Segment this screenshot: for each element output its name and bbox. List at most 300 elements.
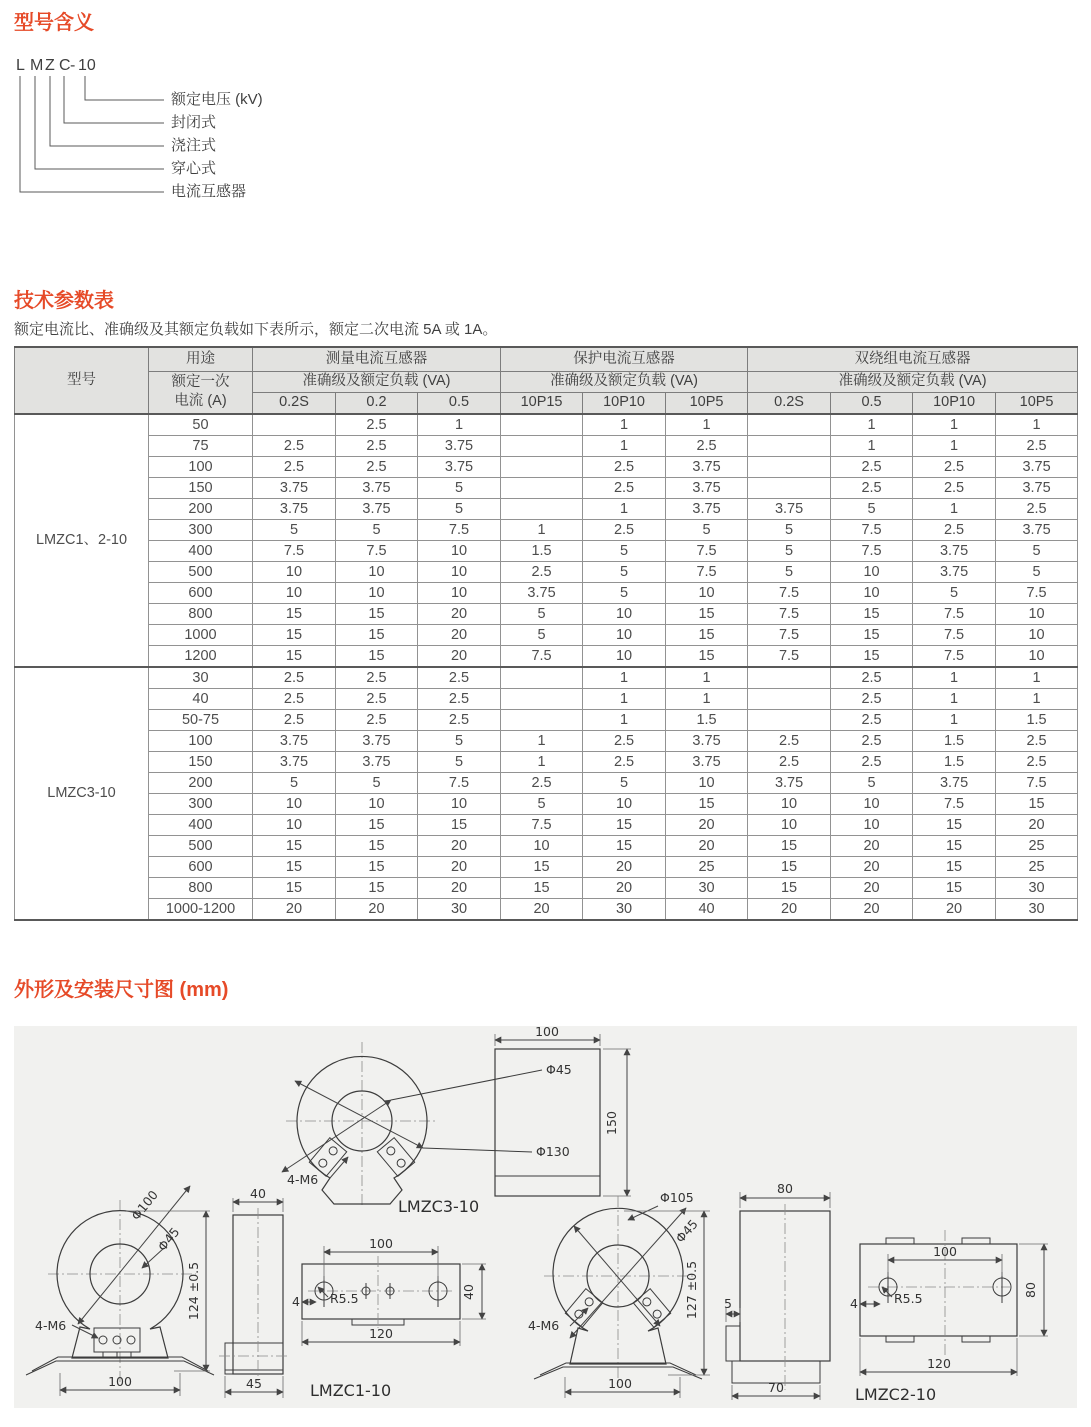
value-cell: 15	[336, 624, 418, 645]
value-cell: 1.5	[666, 709, 748, 730]
value-cell: 15	[666, 624, 748, 645]
diagram-label: 浇注式	[171, 137, 217, 154]
value-cell: 5	[583, 561, 666, 582]
section-heading-model-meaning: 型号含义	[14, 12, 94, 34]
value-cell: 2.5	[501, 561, 583, 582]
class-header-cell: 10P10	[583, 392, 666, 414]
value-cell: 15	[336, 877, 418, 898]
dim-label-height: 150	[604, 1110, 619, 1135]
table-row	[15, 667, 1078, 689]
terminal-block	[94, 1328, 140, 1358]
value-cell: 2.5	[418, 667, 501, 689]
current-cell: 1200	[149, 645, 253, 667]
value-cell: 2.5	[831, 688, 913, 709]
value-cell: 7.5	[913, 624, 996, 645]
value-cell: 1	[501, 730, 583, 751]
value-cell: 2.5	[253, 667, 336, 689]
value-cell: 20	[418, 835, 501, 856]
value-cell	[748, 414, 831, 436]
value-cell: 15	[253, 856, 336, 877]
value-cell	[501, 667, 583, 689]
value-cell: 3.75	[666, 498, 748, 519]
value-cell: 15	[336, 856, 418, 877]
value-cell	[748, 688, 831, 709]
value-cell: 5	[418, 730, 501, 751]
model-code-letter: C	[59, 57, 71, 74]
value-cell: 3.75	[996, 456, 1078, 477]
header-accuracy-measuring: 准确级及额定负载 (VA)	[253, 371, 501, 392]
value-cell: 7.5	[501, 814, 583, 835]
value-cell: 10	[418, 793, 501, 814]
value-cell: 10	[748, 793, 831, 814]
value-cell: 10	[336, 582, 418, 603]
table-body	[15, 414, 1078, 920]
terminal-block	[309, 1137, 346, 1176]
current-cell: 75	[149, 435, 253, 456]
value-cell: 2.5	[996, 730, 1078, 751]
diagram-label: 封闭式	[171, 114, 217, 131]
dim-label-height: 127 ±0.5	[684, 1260, 699, 1319]
value-cell	[501, 456, 583, 477]
value-cell: 3.75	[913, 561, 996, 582]
value-cell: 7.5	[666, 540, 748, 561]
value-cell: 7.5	[748, 624, 831, 645]
lmzc2-side-view	[724, 1181, 830, 1400]
value-cell	[748, 456, 831, 477]
value-cell: 1	[583, 435, 666, 456]
value-cell: 30	[418, 898, 501, 920]
value-cell: 1	[583, 688, 666, 709]
dim-label-hole-span: 100	[933, 1243, 957, 1259]
value-cell: 15	[913, 856, 996, 877]
value-cell	[501, 688, 583, 709]
value-cell: 10	[831, 793, 913, 814]
table-row	[15, 877, 1078, 898]
value-cell: 10	[996, 603, 1078, 624]
value-cell: 15	[913, 877, 996, 898]
diagram-label: 额定电压 (kV)	[171, 91, 263, 108]
value-cell: 1	[666, 667, 748, 689]
lmzc3-side-view	[495, 1026, 631, 1196]
value-cell: 7.5	[336, 540, 418, 561]
value-cell: 2.5	[336, 456, 418, 477]
value-cell: 10	[418, 582, 501, 603]
value-cell	[748, 477, 831, 498]
value-cell: 7.5	[748, 645, 831, 667]
value-cell: 15	[253, 877, 336, 898]
view-label: LMZC2-10	[855, 1384, 937, 1404]
current-cell: 30	[149, 667, 253, 689]
value-cell: 20	[666, 835, 748, 856]
value-cell: 7.5	[418, 519, 501, 540]
value-cell: 2.5	[831, 751, 913, 772]
section-heading-dimensions: 外形及安装尺寸图 (mm)	[14, 978, 229, 1001]
value-cell: 20	[418, 603, 501, 624]
dim-label-depth: 80	[1023, 1281, 1038, 1298]
value-cell: 2.5	[831, 456, 913, 477]
lmzc2-bottom-view	[850, 1230, 1048, 1404]
value-cell: 1	[913, 709, 996, 730]
value-cell: 5	[336, 772, 418, 793]
dim-label-outer-dia: Φ100	[128, 1186, 161, 1223]
value-cell: 2.5	[583, 751, 666, 772]
current-cell: 400	[149, 540, 253, 561]
value-cell	[501, 414, 583, 436]
value-cell: 2.5	[336, 709, 418, 730]
table-row	[15, 624, 1078, 645]
value-cell: 1	[913, 435, 996, 456]
table-row	[15, 688, 1078, 709]
table-row	[15, 709, 1078, 730]
value-cell: 10	[583, 645, 666, 667]
lmzc1-bottom-view	[292, 1236, 486, 1400]
value-cell	[253, 414, 336, 436]
table-row	[15, 793, 1078, 814]
value-cell: 3.75	[913, 540, 996, 561]
current-cell: 600	[149, 856, 253, 877]
view-label: LMZC3-10	[398, 1196, 480, 1216]
value-cell: 10	[418, 540, 501, 561]
value-cell: 3.75	[253, 751, 336, 772]
value-cell: 7.5	[501, 645, 583, 667]
table-row	[15, 835, 1078, 856]
dim-label-base-width: 100	[108, 1373, 132, 1389]
value-cell	[501, 477, 583, 498]
current-cell: 300	[149, 793, 253, 814]
model-code-letter: M	[30, 57, 44, 74]
header-primary-current-line2: 电流 (A)	[174, 393, 227, 409]
value-cell: 2.5	[336, 667, 418, 689]
diagram-connector-line	[50, 76, 164, 146]
value-cell	[748, 667, 831, 689]
value-cell: 1	[583, 667, 666, 689]
value-cell: 2.5	[913, 519, 996, 540]
class-header-cell: 0.2S	[253, 392, 336, 414]
value-cell: 15	[501, 877, 583, 898]
model-code-letter: Z	[45, 57, 55, 74]
value-cell: 2.5	[336, 414, 418, 436]
value-cell: 20	[336, 898, 418, 920]
class-header-cell: 0.5	[831, 392, 913, 414]
value-cell: 10	[336, 793, 418, 814]
current-cell: 50-75	[149, 709, 253, 730]
class-header-cell: 0.2	[336, 392, 418, 414]
value-cell: 2.5	[583, 730, 666, 751]
value-cell: 10	[748, 814, 831, 835]
class-header-cell: 10P10	[913, 392, 996, 414]
value-cell: 5	[583, 540, 666, 561]
value-cell: 3.75	[253, 477, 336, 498]
table-row	[15, 414, 1078, 436]
header-primary-current	[149, 371, 253, 414]
header-group-measuring: 测量电流互感器	[253, 347, 501, 371]
value-cell: 2.5	[831, 477, 913, 498]
value-cell: 3.75	[666, 751, 748, 772]
value-cell: 10	[996, 624, 1078, 645]
table-row	[15, 456, 1078, 477]
value-cell: 1	[996, 414, 1078, 436]
table-row	[15, 603, 1078, 624]
value-cell: 2.5	[583, 477, 666, 498]
value-cell: 3.75	[336, 498, 418, 519]
value-cell: 3.75	[748, 772, 831, 793]
value-cell: 5	[418, 498, 501, 519]
current-cell: 40	[149, 688, 253, 709]
value-cell: 15	[666, 793, 748, 814]
table-row	[15, 582, 1078, 603]
dim-label-slot-radius: R5.5	[330, 1290, 359, 1306]
value-cell: 3.75	[666, 730, 748, 751]
dim-label-outer-dia: Φ130	[536, 1143, 570, 1159]
current-cell: 500	[149, 835, 253, 856]
dim-label-base-width: 100	[608, 1375, 632, 1391]
value-cell: 5	[583, 582, 666, 603]
value-cell: 10	[831, 582, 913, 603]
current-cell: 500	[149, 561, 253, 582]
current-cell: 100	[149, 456, 253, 477]
value-cell: 10	[253, 793, 336, 814]
parameters-table	[14, 346, 1078, 921]
value-cell: 2.5	[253, 435, 336, 456]
value-cell: 5	[748, 519, 831, 540]
value-cell: 20	[583, 856, 666, 877]
value-cell	[501, 498, 583, 519]
lmzc3-front-view	[282, 1042, 572, 1216]
value-cell: 5	[996, 540, 1078, 561]
lmzc1-front-view	[26, 1186, 214, 1396]
header-purpose: 用途	[149, 347, 253, 371]
dim-label-width: 80	[777, 1180, 793, 1196]
value-cell: 15	[666, 603, 748, 624]
value-cell: 3.75	[996, 519, 1078, 540]
value-cell: 3.75	[336, 730, 418, 751]
value-cell: 7.5	[831, 540, 913, 561]
model-cell: LMZC1、2-10	[15, 414, 149, 667]
value-cell: 20	[748, 898, 831, 920]
current-cell: 150	[149, 477, 253, 498]
value-cell: 7.5	[831, 519, 913, 540]
header-model: 型号	[15, 347, 149, 414]
current-cell: 400	[149, 814, 253, 835]
table-row	[15, 519, 1078, 540]
value-cell: 7.5	[418, 772, 501, 793]
value-cell: 5	[501, 603, 583, 624]
value-cell: 20	[418, 877, 501, 898]
value-cell: 3.75	[666, 477, 748, 498]
value-cell: 10	[666, 772, 748, 793]
current-cell: 150	[149, 751, 253, 772]
value-cell: 10	[253, 561, 336, 582]
model-code-diagram	[14, 52, 534, 202]
current-cell: 1000	[149, 624, 253, 645]
value-cell: 20	[583, 877, 666, 898]
value-cell: 5	[748, 540, 831, 561]
dim-label-outer-dia: Φ105	[660, 1189, 694, 1205]
value-cell: 20	[418, 624, 501, 645]
value-cell: 15	[748, 835, 831, 856]
value-cell: 10	[253, 582, 336, 603]
value-cell: 20	[418, 645, 501, 667]
table-row	[15, 435, 1078, 456]
value-cell: 3.75	[996, 477, 1078, 498]
diagram-connector-line	[20, 76, 164, 192]
value-cell: 2.5	[996, 498, 1078, 519]
section-heading-tech-params: 技术参数表	[14, 290, 114, 312]
value-cell: 7.5	[748, 603, 831, 624]
value-cell: 15	[336, 814, 418, 835]
value-cell: 7.5	[748, 582, 831, 603]
value-cell: 15	[831, 603, 913, 624]
current-cell: 300	[149, 519, 253, 540]
model-code-letter: -	[70, 57, 76, 74]
value-cell: 30	[996, 877, 1078, 898]
value-cell: 2.5	[418, 688, 501, 709]
value-cell: 1	[666, 414, 748, 436]
value-cell: 5	[418, 751, 501, 772]
value-cell: 15	[336, 835, 418, 856]
dim-label-width: 100	[535, 1025, 559, 1039]
value-cell: 10	[583, 624, 666, 645]
current-cell: 600	[149, 582, 253, 603]
value-cell: 5	[666, 519, 748, 540]
table-row	[15, 645, 1078, 667]
value-cell: 15	[336, 645, 418, 667]
view-label: LMZC1-10	[310, 1380, 392, 1400]
header-accuracy-protection: 准确级及额定负载 (VA)	[501, 371, 748, 392]
value-cell: 10	[253, 814, 336, 835]
value-cell: 10	[666, 582, 748, 603]
value-cell: 15	[666, 645, 748, 667]
value-cell: 2.5	[748, 751, 831, 772]
value-cell: 10	[996, 645, 1078, 667]
value-cell: 2.5	[996, 751, 1078, 772]
value-cell: 15	[253, 645, 336, 667]
value-cell: 5	[831, 772, 913, 793]
table-row	[15, 477, 1078, 498]
diagram-label: 电流互感器	[171, 183, 247, 200]
dim-label-hole-span: 100	[369, 1235, 393, 1251]
value-cell: 10	[831, 814, 913, 835]
value-cell: 10	[583, 603, 666, 624]
value-cell: 1.5	[913, 730, 996, 751]
model-code-letter: L	[16, 57, 25, 74]
value-cell: 15	[913, 814, 996, 835]
value-cell: 2.5	[913, 477, 996, 498]
value-cell: 20	[418, 856, 501, 877]
value-cell: 15	[253, 624, 336, 645]
value-cell: 2.5	[666, 435, 748, 456]
dim-label-inner-dia: Φ45	[546, 1061, 572, 1077]
value-cell: 40	[666, 898, 748, 920]
lmzc2-front-view	[528, 1190, 710, 1398]
diagram-label: 穿心式	[171, 160, 217, 177]
value-cell: 7.5	[996, 772, 1078, 793]
value-cell: 20	[996, 814, 1078, 835]
table-row	[15, 540, 1078, 561]
value-cell: 1.5	[996, 709, 1078, 730]
value-cell: 20	[666, 814, 748, 835]
model-cell: LMZC3-10	[15, 667, 149, 920]
header-group-protection: 保护电流互感器	[501, 347, 748, 371]
value-cell: 1	[996, 688, 1078, 709]
value-cell: 2.5	[583, 519, 666, 540]
dim-label-base-width: 45	[246, 1375, 262, 1391]
diagram-connector-line	[85, 76, 164, 100]
value-cell: 3.75	[336, 477, 418, 498]
dim-label-inner-dia: Φ45	[672, 1215, 701, 1246]
value-cell: 5	[748, 561, 831, 582]
value-cell: 1.5	[913, 751, 996, 772]
value-cell: 30	[583, 898, 666, 920]
value-cell: 2.5	[501, 772, 583, 793]
value-cell: 15	[831, 645, 913, 667]
value-cell: 5	[418, 477, 501, 498]
dim-label-edge-offset: 4	[292, 1293, 300, 1309]
value-cell: 7.5	[913, 793, 996, 814]
value-cell: 30	[996, 898, 1078, 920]
value-cell: 3.75	[913, 772, 996, 793]
value-cell: 1	[418, 414, 501, 436]
value-cell: 1	[913, 688, 996, 709]
value-cell: 20	[253, 898, 336, 920]
table-row	[15, 814, 1078, 835]
class-header-cell: 10P5	[666, 392, 748, 414]
value-cell: 1	[583, 414, 666, 436]
value-cell: 10	[583, 793, 666, 814]
dim-label-depth: 40	[461, 1283, 476, 1300]
value-cell: 20	[501, 898, 583, 920]
value-cell: 2.5	[418, 709, 501, 730]
value-cell: 2.5	[831, 667, 913, 689]
value-cell: 5	[913, 582, 996, 603]
value-cell: 2.5	[748, 730, 831, 751]
value-cell: 20	[831, 835, 913, 856]
value-cell: 15	[583, 835, 666, 856]
value-cell: 1	[913, 414, 996, 436]
value-cell: 10	[418, 561, 501, 582]
value-cell: 20	[831, 898, 913, 920]
value-cell: 5	[253, 772, 336, 793]
current-cell: 100	[149, 730, 253, 751]
value-cell: 1	[501, 751, 583, 772]
dim-label-base-width: 70	[768, 1379, 784, 1395]
value-cell: 2.5	[831, 709, 913, 730]
value-cell: 10	[336, 561, 418, 582]
value-cell: 3.75	[418, 456, 501, 477]
value-cell	[501, 709, 583, 730]
value-cell: 5	[583, 772, 666, 793]
value-cell: 15	[501, 856, 583, 877]
current-cell: 200	[149, 498, 253, 519]
value-cell	[501, 435, 583, 456]
value-cell: 15	[748, 856, 831, 877]
value-cell: 5	[996, 561, 1078, 582]
value-cell: 2.5	[913, 456, 996, 477]
value-cell: 7.5	[996, 582, 1078, 603]
dim-label-slot-radius: R5.5	[894, 1290, 923, 1306]
table-row	[15, 898, 1078, 920]
value-cell: 3.75	[253, 498, 336, 519]
class-header-cell: 0.2S	[748, 392, 831, 414]
value-cell: 15	[336, 603, 418, 624]
value-cell: 7.5	[253, 540, 336, 561]
value-cell: 2.5	[831, 730, 913, 751]
value-cell: 1	[583, 709, 666, 730]
value-cell: 7.5	[913, 603, 996, 624]
value-cell: 1.5	[501, 540, 583, 561]
value-cell: 5	[501, 624, 583, 645]
dim-label-width: 40	[250, 1185, 266, 1201]
